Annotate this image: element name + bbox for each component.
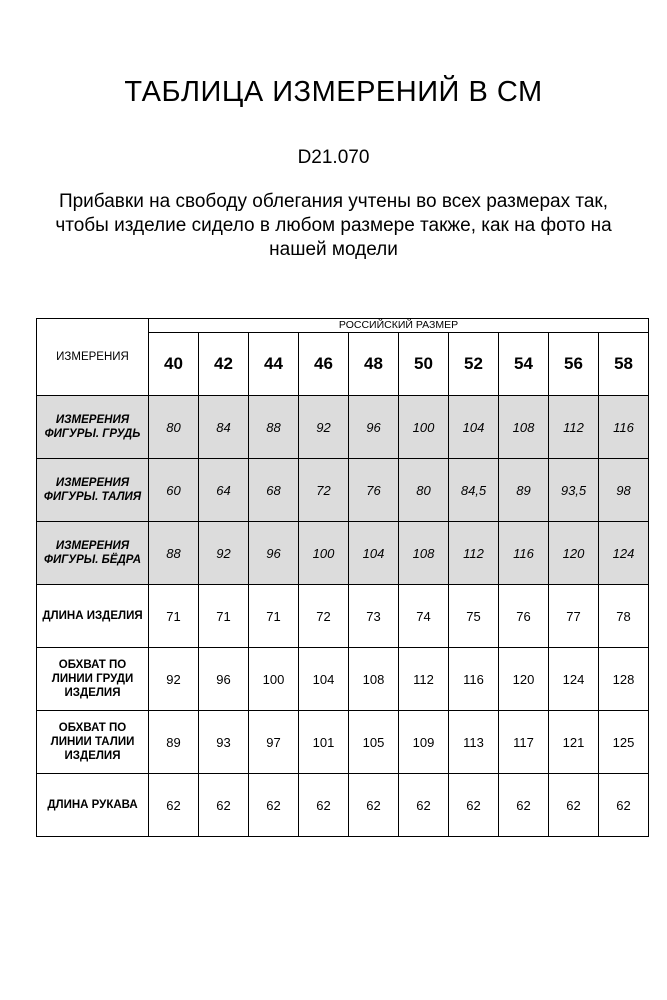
value-cell: 108: [499, 396, 549, 459]
value-cell: 125: [599, 711, 649, 774]
size-header: 48: [349, 333, 399, 396]
value-cell: 88: [149, 522, 199, 585]
value-cell: 84: [199, 396, 249, 459]
row-label: ОБХВАТ ПО ЛИНИИ ТАЛИИ ИЗДЕЛИЯ: [37, 711, 149, 774]
size-header: 58: [599, 333, 649, 396]
size-caption: РОССИЙСКИЙ РАЗМЕР: [149, 319, 649, 333]
value-cell: 96: [249, 522, 299, 585]
value-cell: 71: [149, 585, 199, 648]
size-header: 50: [399, 333, 449, 396]
value-cell: 72: [299, 459, 349, 522]
header-label: ИЗМЕРЕНИЯ: [37, 319, 149, 396]
table-row: [37, 711, 649, 774]
value-cell: 112: [549, 396, 599, 459]
value-cell: 62: [399, 774, 449, 837]
value-cell: 62: [599, 774, 649, 837]
size-header: 52: [449, 333, 499, 396]
value-cell: 100: [299, 522, 349, 585]
value-cell: 93: [199, 711, 249, 774]
value-cell: 80: [149, 396, 199, 459]
value-cell: 98: [599, 459, 649, 522]
value-cell: 62: [149, 774, 199, 837]
value-cell: 60: [149, 459, 199, 522]
value-cell: 92: [149, 648, 199, 711]
value-cell: 120: [499, 648, 549, 711]
value-cell: 89: [149, 711, 199, 774]
value-cell: 96: [349, 396, 399, 459]
fit-note: Прибавки на свободу облегания учтены во всех размерах так, чтобы изделие сидело в любом размере также, как на фото на нашей модели: [55, 191, 612, 260]
size-header: 44: [249, 333, 299, 396]
value-cell: 108: [399, 522, 449, 585]
value-cell: 109: [399, 711, 449, 774]
value-cell: 116: [449, 648, 499, 711]
value-cell: 128: [599, 648, 649, 711]
table-row: [37, 585, 649, 648]
value-cell: 112: [399, 648, 449, 711]
value-cell: 104: [349, 522, 399, 585]
size-header: 46: [299, 333, 349, 396]
size-header: 54: [499, 333, 549, 396]
value-cell: 93,5: [549, 459, 599, 522]
value-cell: 77: [549, 585, 599, 648]
value-cell: 96: [199, 648, 249, 711]
header-row-caption: [37, 319, 649, 333]
value-cell: 68: [249, 459, 299, 522]
row-label: ДЛИНА РУКАВА: [37, 774, 149, 837]
value-cell: 76: [349, 459, 399, 522]
value-cell: 97: [249, 711, 299, 774]
size-header: 56: [549, 333, 599, 396]
value-cell: 104: [299, 648, 349, 711]
value-cell: 104: [449, 396, 499, 459]
table-row: [37, 648, 649, 711]
value-cell: 89: [499, 459, 549, 522]
value-cell: 116: [499, 522, 549, 585]
value-cell: 62: [449, 774, 499, 837]
value-cell: 124: [599, 522, 649, 585]
value-cell: 108: [349, 648, 399, 711]
value-cell: 62: [349, 774, 399, 837]
page-title: ТАБЛИЦА ИЗМЕРЕНИЙ В СМ: [124, 76, 543, 108]
value-cell: 62: [199, 774, 249, 837]
row-label: ИЗМЕРЕНИЯ ФИГУРЫ. ТАЛИЯ: [37, 459, 149, 522]
value-cell: 88: [249, 396, 299, 459]
value-cell: 100: [249, 648, 299, 711]
value-cell: 120: [549, 522, 599, 585]
value-cell: 100: [399, 396, 449, 459]
value-cell: 62: [299, 774, 349, 837]
value-cell: 124: [549, 648, 599, 711]
value-cell: 113: [449, 711, 499, 774]
table-row: [37, 774, 649, 837]
row-label: ИЗМЕРЕНИЯ ФИГУРЫ. ГРУДЬ: [37, 396, 149, 459]
size-header: 40: [149, 333, 199, 396]
value-cell: 105: [349, 711, 399, 774]
value-cell: 75: [449, 585, 499, 648]
value-cell: 71: [249, 585, 299, 648]
value-cell: 62: [499, 774, 549, 837]
value-cell: 71: [199, 585, 249, 648]
value-cell: 72: [299, 585, 349, 648]
value-cell: 92: [199, 522, 249, 585]
value-cell: 92: [299, 396, 349, 459]
size-table: [36, 318, 649, 837]
value-cell: 62: [249, 774, 299, 837]
value-cell: 101: [299, 711, 349, 774]
value-cell: 64: [199, 459, 249, 522]
value-cell: 62: [549, 774, 599, 837]
value-cell: 121: [549, 711, 599, 774]
product-code: D21.070: [297, 147, 370, 168]
value-cell: 117: [499, 711, 549, 774]
table-row: [37, 522, 649, 585]
value-cell: 116: [599, 396, 649, 459]
size-header: 42: [199, 333, 249, 396]
row-label: ИЗМЕРЕНИЯ ФИГУРЫ. БЁДРА: [37, 522, 149, 585]
value-cell: 76: [499, 585, 549, 648]
table-row: [37, 396, 649, 459]
value-cell: 73: [349, 585, 399, 648]
value-cell: 84,5: [449, 459, 499, 522]
value-cell: 80: [399, 459, 449, 522]
value-cell: 112: [449, 522, 499, 585]
row-label: ОБХВАТ ПО ЛИНИИ ГРУДИ ИЗДЕЛИЯ: [37, 648, 149, 711]
value-cell: 74: [399, 585, 449, 648]
table-row: [37, 459, 649, 522]
value-cell: 78: [599, 585, 649, 648]
row-label: ДЛИНА ИЗДЕЛИЯ: [37, 585, 149, 648]
